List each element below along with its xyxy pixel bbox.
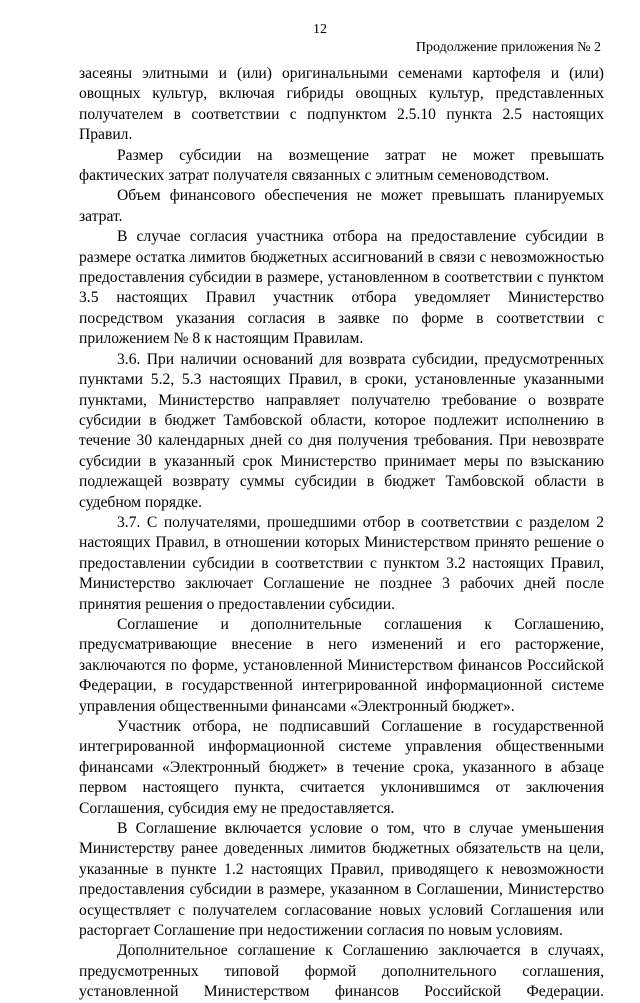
- document-body: [79, 64, 604, 1003]
- paragraph: Соглашение и дополнительные соглашения к Соглашению, предусматривающие внесение в него изменений и его расторжение, заключаются по форме, установленной Министерством финансов Российской Федерации, в государственной интегрированной информационной системе управления общественными финансами «Электронный бюджет».: [79, 615, 604, 715]
- paragraph: 3.6. При наличии оснований для возврата субсидии, предусмотренных пунктами 5.2, 5.3 настоящих Правил, в сроки, установленные указанными пунктами, Министерство направляет получателю требование о возврате субсидии в бюджет Тамбовской области, которое подлежит исполнению в течение 30 календарных дней со дня получения требования. При невозврате субсидии в указанный срок Министерство принимает меры по взысканию подлежащей возврату суммы субсидии в бюджет Тамбовской области в судебном порядке.: [79, 350, 604, 511]
- paragraph: Участник отбора, не подписавший Соглашение в государственной интегрированной информационной системе управления общественными финансами «Электронный бюджет» в течение срока, указанного в абзаце первом настоящего пункта, считается уклонившимся от заключения Соглашения, субсидия ему не предоставляется.: [79, 718, 604, 817]
- paragraph: 3.7. С получателями, прошедшими отбор в соответствии с разделом 2 настоящих Правил, в отношении которых Министерством принято решение о предоставлении субсидии в соответствии с пунктом 3.2 настоящих Правил, Министерство заключает Соглашение не позднее 3 рабочих дней после принятия решения о предоставлении субсидии.: [79, 513, 604, 613]
- paragraph: В случае согласия участника отбора на предоставление субсидии в размере остатка лимитов бюджетных ассигнований в связи с невозможностью предоставления субсидии в размере, установленном в соответствии с пунктом 3.5 настоящих Правил участник отбора уведомляет Министерство посредством указания согласия в заявке по форме в соответствии с приложением № 8 к настоящим Правилам.: [79, 228, 604, 348]
- paragraph: засеяны элитными и (или) оригинальными семенами картофеля и (или) овощных культур, включая гибриды овощных культур, представленных получателем в соответствии с подпунктом 2.5.10 пункта 2.5 настоящих Правил.: [79, 65, 604, 144]
- appendix-continuation-note: Продолжение приложения № 2: [415, 40, 601, 55]
- paragraph: Дополнительное соглашение к Соглашению заключается в случаях, предусмотренных типовой формой дополнительного соглашения, установленной Министерством финансов Российской Федерации.: [79, 942, 604, 1001]
- paragraph: Объем финансового обеспечения не может превышать планируемых затрат.: [79, 187, 604, 225]
- page-number: 12: [313, 22, 327, 37]
- paragraph: Размер субсидии на возмещение затрат не может превышать фактических затрат получателя связанных с элитным семеноводством.: [79, 146, 604, 185]
- paragraph: В Соглашение включается условие о том, что в случае уменьшения Министерству ранее доведенных лимитов бюджетных обязательств на цели, указанные в пункте 1.2 настоящих Правил, приводящего к невозможности предоставления субсидии в размере, указанном в Соглашении, Министерство осуществляет с получателем согласование новых условий Соглашения или расторгает Соглашение при недостижении согласия по новым условиям.: [79, 820, 604, 940]
